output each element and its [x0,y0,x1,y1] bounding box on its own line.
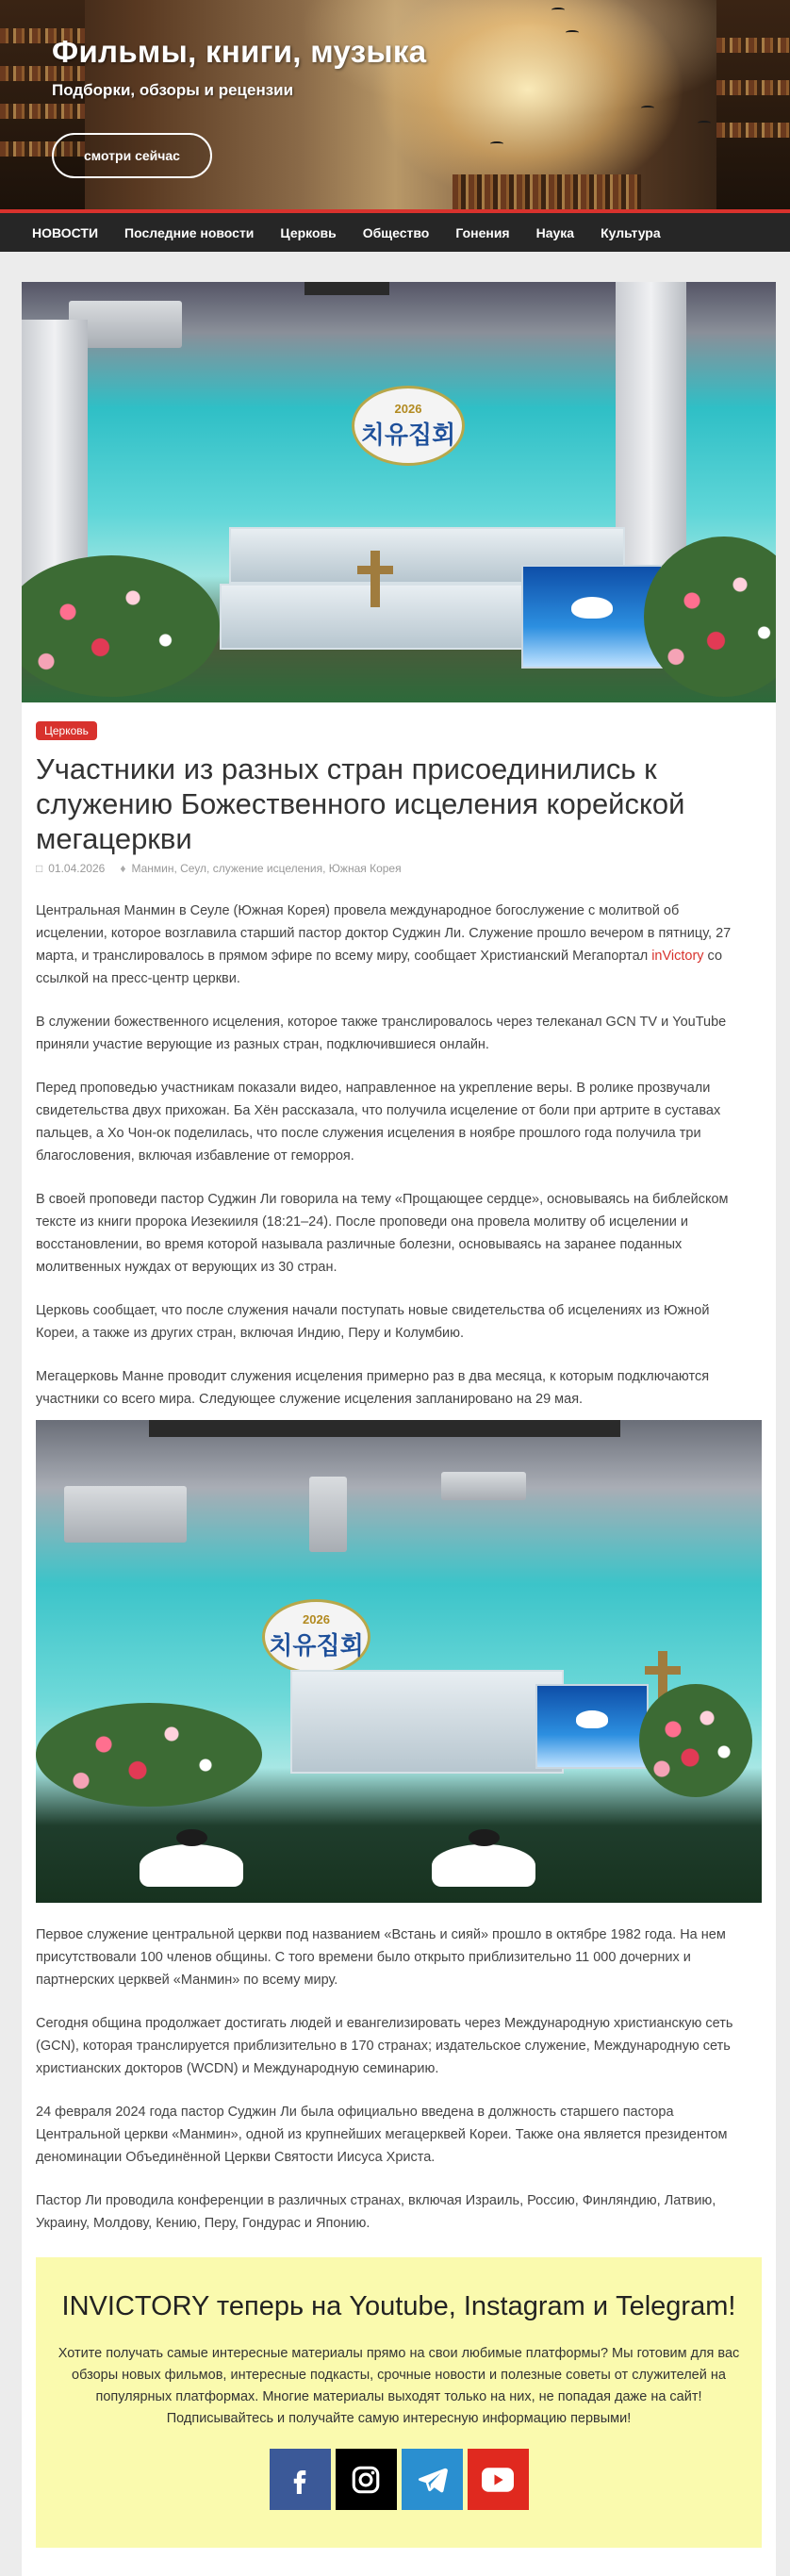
nav-item-persecution[interactable]: Гонения [455,224,510,240]
header-bookshelf-right [716,0,790,209]
promo-title: INVICTORY теперь на Youtube, Instagram и Telegram! [61,2291,736,2321]
scene-dove-panel [521,565,663,669]
scene-speaker [432,1844,535,1887]
article-paragraph: Церковь сообщает, что после служения начали поступать новые свидетельства об исцелениях из Южной Кореи, а также из других стран, включая Индию, Перу и Колумбию. [36,1303,710,1341]
social-links [55,2449,743,2510]
main-content [0,252,790,2576]
scene-speaker [140,1844,243,1887]
bird-icon [551,8,565,12]
instagram-icon[interactable] [336,2449,397,2510]
article-title: Участники из разных стран присоединились к служению Божественного исцеления корейской мегацеркви [36,752,685,855]
bird-icon [698,121,711,125]
article-paragraph: Перед проповедью участникам показали видео, направленное на укрепление веры. В ролике прозвучали свидетельства двух прихожан. Ба Хён рассказала, что получила исцеление от боли при артрите в суставах пальцев, а Хо Чон-ок поделилась, что после служения исцеления в ноябре прошлого года получила три благословения, включая избавление от геморроя. [36,1081,721,1164]
site-tagline: Подборки, обзоры и рецензии [52,81,294,99]
article-inline-image [36,1420,762,1903]
promo-box [36,2257,762,2548]
scene-banner: 2026 치유집회 [262,1599,370,1675]
promo-text: Хотите получать самые интересные материалы прямо на свои любимые платформы? Мы готовим для вас обзоры новых фильмов, интересные подкасты, срочные новости и полезные советы от служителей на популярных платформах. Многие материалы выходят только на них, не попадая даже на сайт! Подписывайтесь и получайте самую интересную информацию первыми! [58,2346,740,2426]
nav-item-science[interactable]: Наука [535,224,575,240]
scene-flowers [36,1703,262,1807]
facebook-icon[interactable] [270,2449,331,2510]
article-paragraph: Центральная Манмин в Сеуле (Южная Корея) провела международное богослужение с молитвой об исцелении, которое возглавила старший пастор доктор Суджин Ли. Служение прошло вечером в пятницу, 27 марта, и транслировалось в прямом эфире по всему миру, сообщает Христианский Мегапортал inVictory со ссылкой на пресс-центр церкви. [36,903,732,986]
invictory-link[interactable]: inVictory [651,949,704,964]
nav-item-news[interactable]: НОВОСТИ [32,224,99,240]
scene-monitor [64,1486,187,1543]
article [22,282,776,2576]
article-tags[interactable]: Манмин, Сеул, служение исцеления, Южная Корея [131,862,402,875]
scene-flowers [22,555,220,697]
scene-banner: 2026 치유집회 [352,386,465,466]
calendar-icon: □ [36,862,43,875]
site-title[interactable]: Фильмы, книги, музыка [52,34,427,69]
nav-item-society[interactable]: Общество [362,224,430,240]
article-body [22,702,776,2548]
article-paragraph: Сегодня община продолжает достигать людей и евангелизировать через Международную христианскую сеть (GCN), которая транслируется приблизительно в 170 странах; издательское служение, Международную сеть христианских докторов (WCDN) и Международную семинарию. [36,2016,733,2076]
tag-icon: ♦ [120,862,126,875]
header-books [0,104,85,119]
header-books [716,80,790,95]
article-paragraph: В своей проповеди пастор Суджин Ли говорила на тему «Прощающее сердце», основываясь на библейском тексте из книги пророка Иезекииля (18:21–24). После проповеди она провела молитву об исцелении и восстановлении, во время которой называла различные болезни, основываясь на заранее поданных молитвенных нуждах от верующих из 30 стран. [36,1192,729,1275]
scene-flowers [639,1684,752,1797]
watch-now-button[interactable]: смотри сейчас [52,133,212,178]
bird-icon [490,141,503,146]
nav-item-church[interactable]: Церковь [280,224,337,240]
main-nav [0,209,790,252]
site-header [0,0,790,209]
bird-icon [641,106,654,110]
article-paragraph: В служении божественного исцеления, которое также транслировалось через телеканал GCN TV и YouTube приняли участие верующие из разных стран, подключившиеся онлайн. [36,1015,727,1052]
youtube-icon[interactable] [468,2449,529,2510]
scene-altar [290,1670,564,1774]
article-paragraph: Мегацерковь Манне проводит служения исцеления примерно раз в два месяца, к которым подключаются участники со всего мира. Следующее служение исцеления запланировано на 29 мая. [36,1369,710,1407]
scene-lighting-truss [149,1420,620,1437]
nav-item-culture[interactable]: Культура [601,224,661,240]
header-books [716,38,790,53]
article-date[interactable]: 01.04.2026 [48,862,106,875]
article-meta [36,862,740,875]
cross-icon [370,551,380,607]
article-inline-image-wrap [22,1420,740,1903]
scene-lamp [304,282,389,295]
scene-dove-panel [535,1684,649,1769]
category-badge[interactable]: Церковь [36,721,97,740]
header-books [453,174,641,209]
nav-item-latest-news[interactable]: Последние новости [124,224,255,240]
article-paragraph: Первое служение центральной церкви под названием «Встань и сияй» прошло в октябре 1982 года. На нем присутствовали 100 членов общины. С того времени было открыто приблизительно 11 000 дочерних и партнерских церквей «Манмин» по всему миру. [36,1927,726,1988]
telegram-icon[interactable] [402,2449,463,2510]
article-paragraph: 24 февраля 2024 года пастор Суджин Ли была официально введена в должность старшего пастора Центральной церкви «Манмин», одной из крупнейших мегацерквей Кореи. Также она является президентом деноминации Объединённой Церкви Святости Иисуса Христа. [36,2105,728,2165]
scene-camera [309,1477,347,1552]
scene-monitor [441,1472,526,1500]
header-books [716,123,790,138]
bird-icon [566,30,579,35]
article-featured-image [22,282,776,702]
article-paragraph: Пастор Ли проводила конференции в различных странах, включая Израиль, Россию, Финляндию, Латвию, Украину, Молдову, Кению, Перу, Гондурас и Японию. [36,2193,716,2231]
